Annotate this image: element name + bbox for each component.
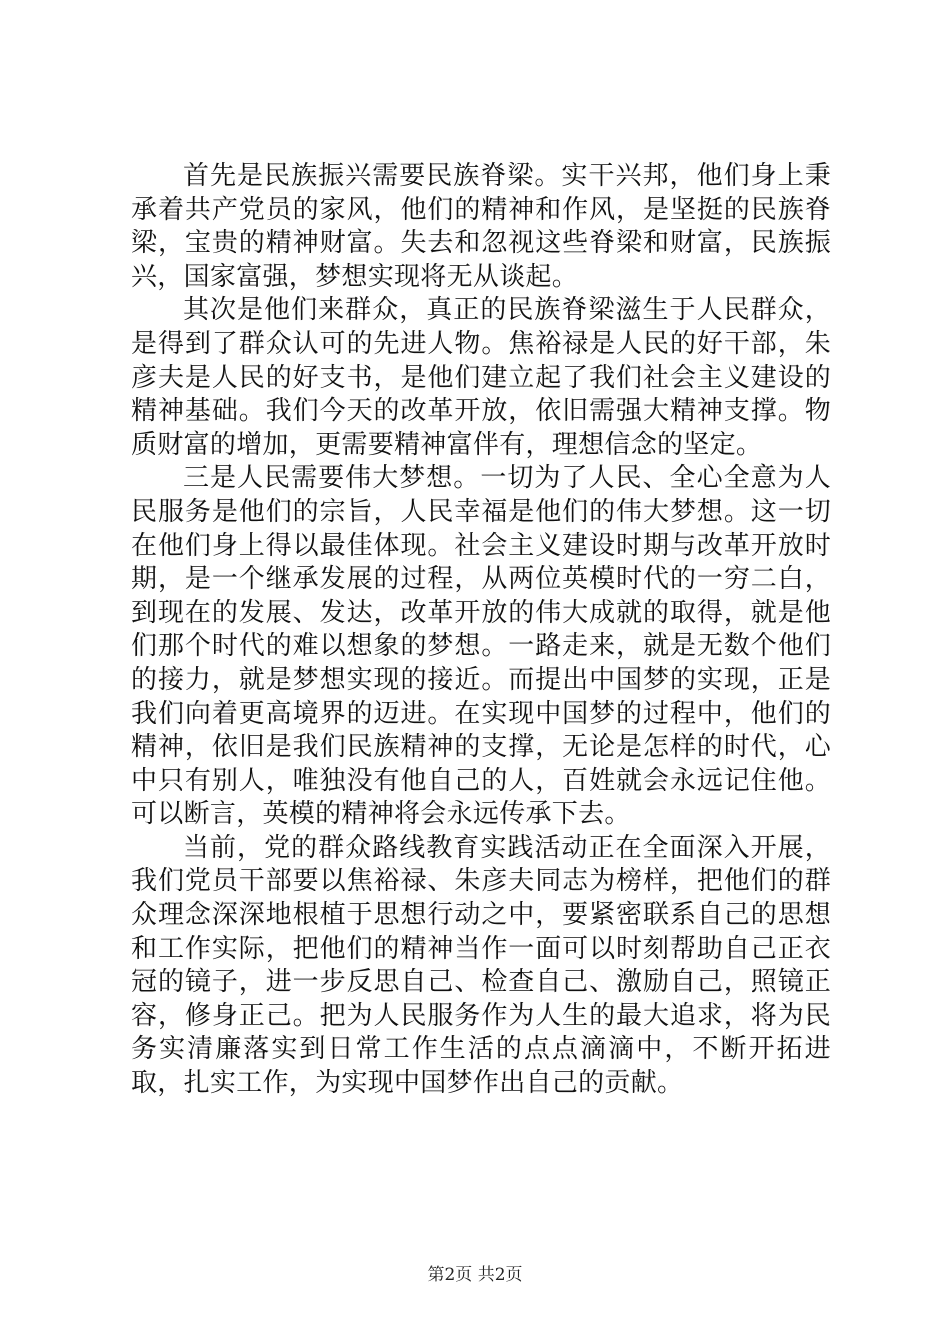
page-footer: 第2页 共2页: [427, 1265, 523, 1285]
paragraph-1: 首先是民族振兴需要民族脊梁。实干兴邦，他们身上秉承着共产党员的家风，他们的精神和作风，是坚挺的民族脊梁，宝贵的精神财富。失去和忽视这些脊梁和财富，民族振兴，国家富强，梦想实现将无从谈起。: [131, 161, 831, 292]
paragraph-2: 其次是他们来群众，真正的民族脊梁滋生于人民群众，是得到了群众认可的先进人物。焦裕禄是人民的好干部，朱彦夫是人民的好支书，是他们建立起了我们社会主义建设的精神基础。我们今天的改革开放，依旧需强大精神支撑。物质财富的增加，更需要精神富伴有，理想信念的坚定。: [131, 295, 831, 460]
document-body: [131, 160, 831, 1101]
paragraph-3: 三是人民需要伟大梦想。一切为了人民、全心全意为人民服务是他们的宗旨，人民幸福是他们的伟大梦想。这一切在他们身上得以最佳体现。社会主义建设时期与改革开放时期，是一个继承发展的过程，从两位英模时代的一穷二白，到现在的发展、发达，改革开放的伟大成就的取得，就是他们那个时代的难以想象的梦想。一路走来，就是无数个他们的接力，就是梦想实现的接近。而提出中国梦的实现，正是我们向着更高境界的迈进。在实现中国梦的过程中，他们的精神，依旧是我们民族精神的支撑，无论是怎样的时代，心中只有别人，唯独没有他自己的人，百姓就会永远记住他。可以断言，英模的精神将会永远传承下去。: [131, 463, 831, 830]
paragraph-4: 当前，党的群众路线教育实践活动正在全面深入开展，我们党员干部要以焦裕禄、朱彦夫同志为榜样，把他们的群众理念深深地根植于思想行动之中，要紧密联系自己的思想和工作实际，把他们的精神当作一面可以时刻帮助自己正衣冠的镜子，进一步反思自己、检查自己、激励自己，照镜正容，修身正己。把为人民服务作为人生的最大追求，将为民务实清廉落实到日常工作生活的点点滴滴中，不断开拓进取，扎实工作，为实现中国梦作出自己的贡献。: [131, 832, 831, 1099]
